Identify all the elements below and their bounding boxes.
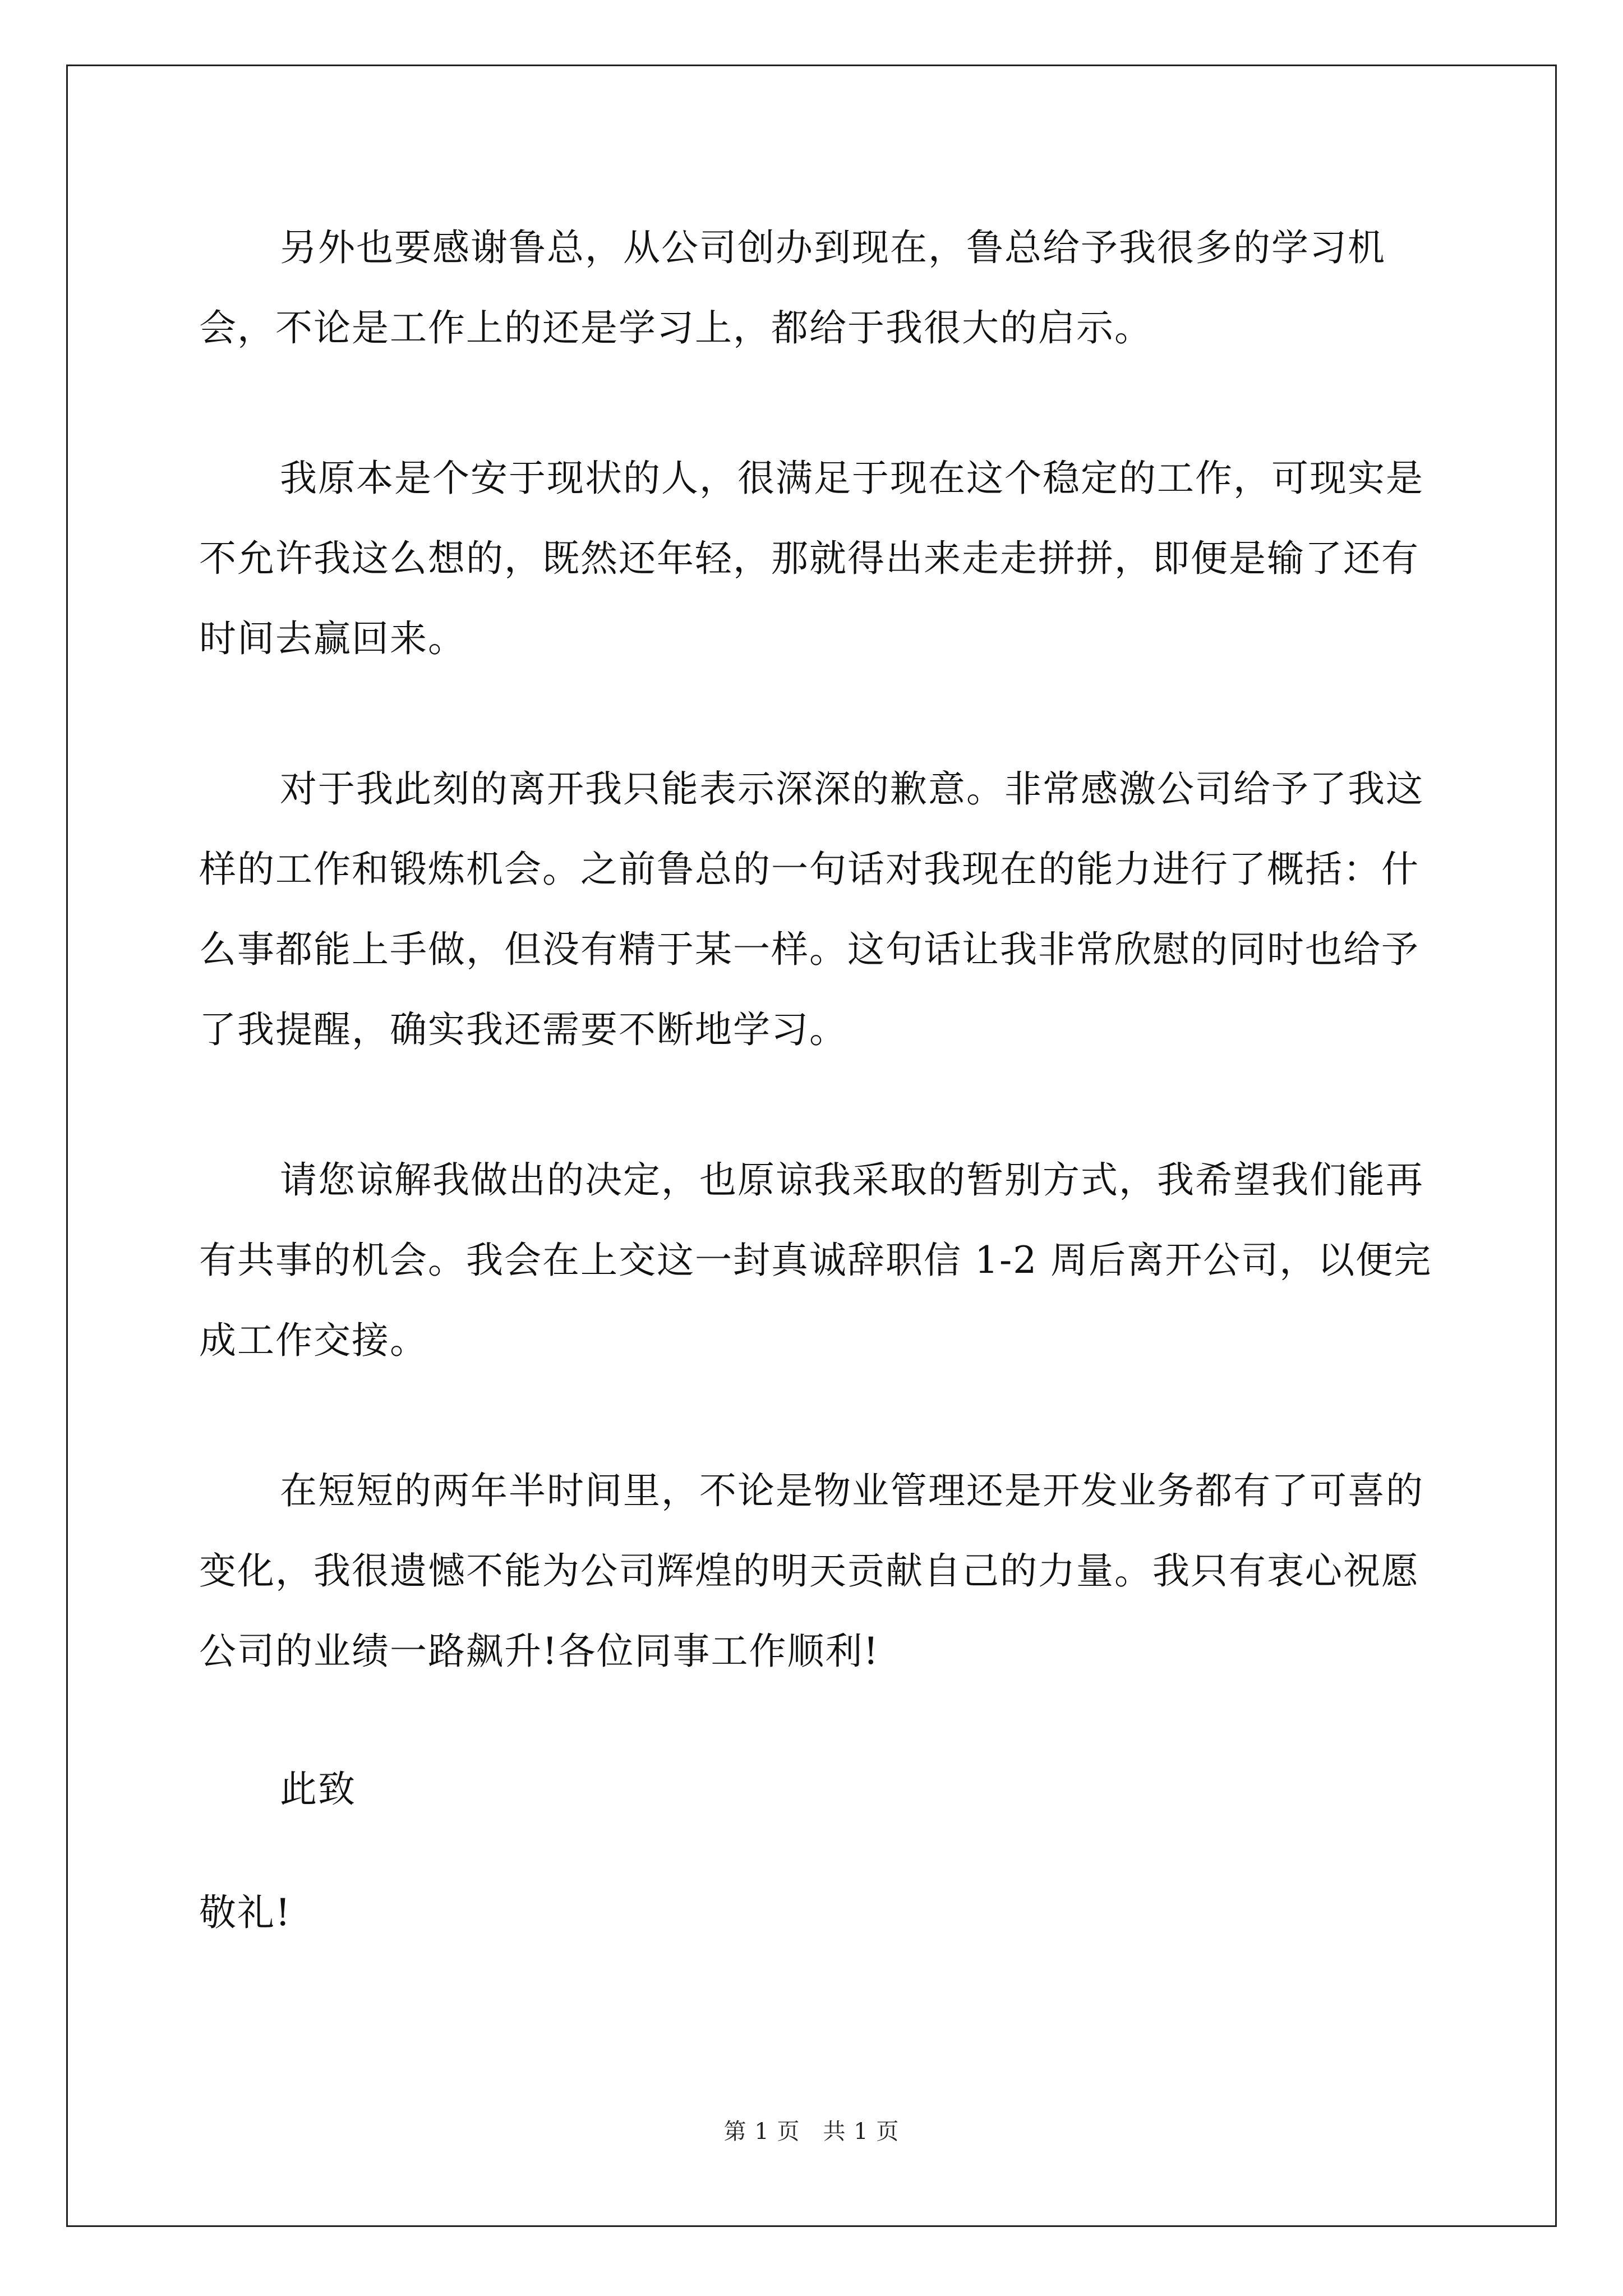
letter-body [199,208,1438,1941]
page-number-footer: 第 1 页 共 1 页 [723,2119,900,2145]
paragraph-request: 请您谅解我做出的决定，也原谅我采取的暂别方式，我希望我们能再有共事的机会。我会在上交这一封真诚辞职信 1-2 周后离开公司，以便完成工作交接。 [199,1158,1432,1362]
paragraph-reason: 我原本是个安于现状的人，很满足于现在这个稳定的工作，可现实是不允许我这么想的，既然还年轻，那就得出来走走拼拼，即便是输了还有时间去赢回来。 [199,457,1424,660]
paragraph-wishes: 在短短的两年半时间里，不论是物业管理还是开发业务都有了可喜的变化，我很遗憾不能为公司辉煌的明天贡献自己的力量。我只有衷心祝愿公司的业绩一路飙升!各位同事工作顺利! [199,1469,1424,1673]
salutation-text: 敬礼! [199,1891,292,1934]
paragraph-thanks: 另外也要感谢鲁总，从公司创办到现在，鲁总给予我很多的学习机会，不论是工作上的还是学习上，都给于我很大的启示。 [199,226,1386,349]
closing-text: 此致 [280,1768,356,1811]
paragraph-apology: 对于我此刻的离开我只能表示深深的歉意。非常感激公司给予了我这样的工作和锻炼机会。之前鲁总的一句话对我现在的能力进行了概括：什么事都能上手做，但没有精于某一样。这句话让我非常欣慰的同时也给予了我提醒，确实我还需要不断地学习。 [199,767,1424,1051]
